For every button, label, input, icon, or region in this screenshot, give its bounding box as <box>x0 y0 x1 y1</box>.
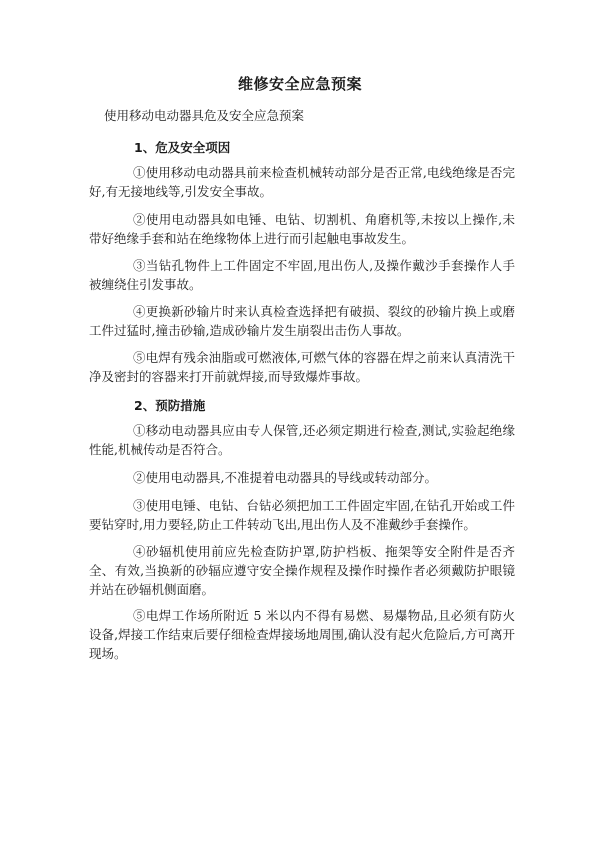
paragraph: ④更换新砂输片时来认真检查选择把有破损、裂纹的砂输片换上或磨工件过猛时,撞击砂输,造成砂输片发生崩裂出击伤人事故。 <box>89 304 515 338</box>
paragraph: ⑤电焊工作场所附近 5 米以内不得有易燃、易爆物品,且必须有防火设备,焊接工作结束后要仔细检查焊接场地周围,确认没有起火危险后,方可离开现场。 <box>89 608 515 661</box>
section-heading-hazards: 1、危及安全项因 <box>134 140 231 155</box>
section-heading-prevention: 2、预防措施 <box>134 398 206 413</box>
paragraph: ③当钻孔物件上工件固定不牢固,甩出伤人,及操作戴沙手套操作人手被缠绕住引发事故。 <box>89 258 515 292</box>
paragraph: ③使用电锤、电钻、台钻必须把加工工件固定牢固,在钻孔开始或工件要钻穿时,用力要轻,防止工件转动飞出,甩出伤人及不准戴纱手套操作。 <box>89 498 515 532</box>
paragraph: ①使用移动电动器具前来检查机械转动部分是否正常,电线绝缘是否完好,有无接地线等,引发安全事故。 <box>89 165 515 199</box>
paragraph: ⑤电焊有残余油脂或可燃液体,可燃气体的容器在焊之前来认真清洗干净及密封的容器来打开前就焊接,而导致爆炸事故。 <box>89 350 515 384</box>
document-title: 维修安全应急预案 <box>237 75 362 93</box>
paragraph: ②使用电动器具如电锤、电钻、切割机、角磨机等,未按以上操作,未带好绝缘手套和站在绝缘物体上进行而引起触电事故发生。 <box>89 212 515 246</box>
document-subtitle: 使用移动电动器具危及安全应急预案 <box>104 108 305 123</box>
paragraph: ②使用电动器具,不准提着电动器具的导线或转动部分。 <box>133 470 437 485</box>
paragraph: ①移动电动器具应由专人保管,还必须定期进行检查,测试,实验起绝缘性能,机械传动是否符合。 <box>89 423 515 457</box>
paragraph: ④砂辐机使用前应先检查防护罩,防护档板、拖架等安全附件是否齐全、有效,当换新的砂辐应遵守安全操作规程及操作时操作者必须戴防护眼镜并站在砂辐机侧面磨。 <box>89 544 515 597</box>
